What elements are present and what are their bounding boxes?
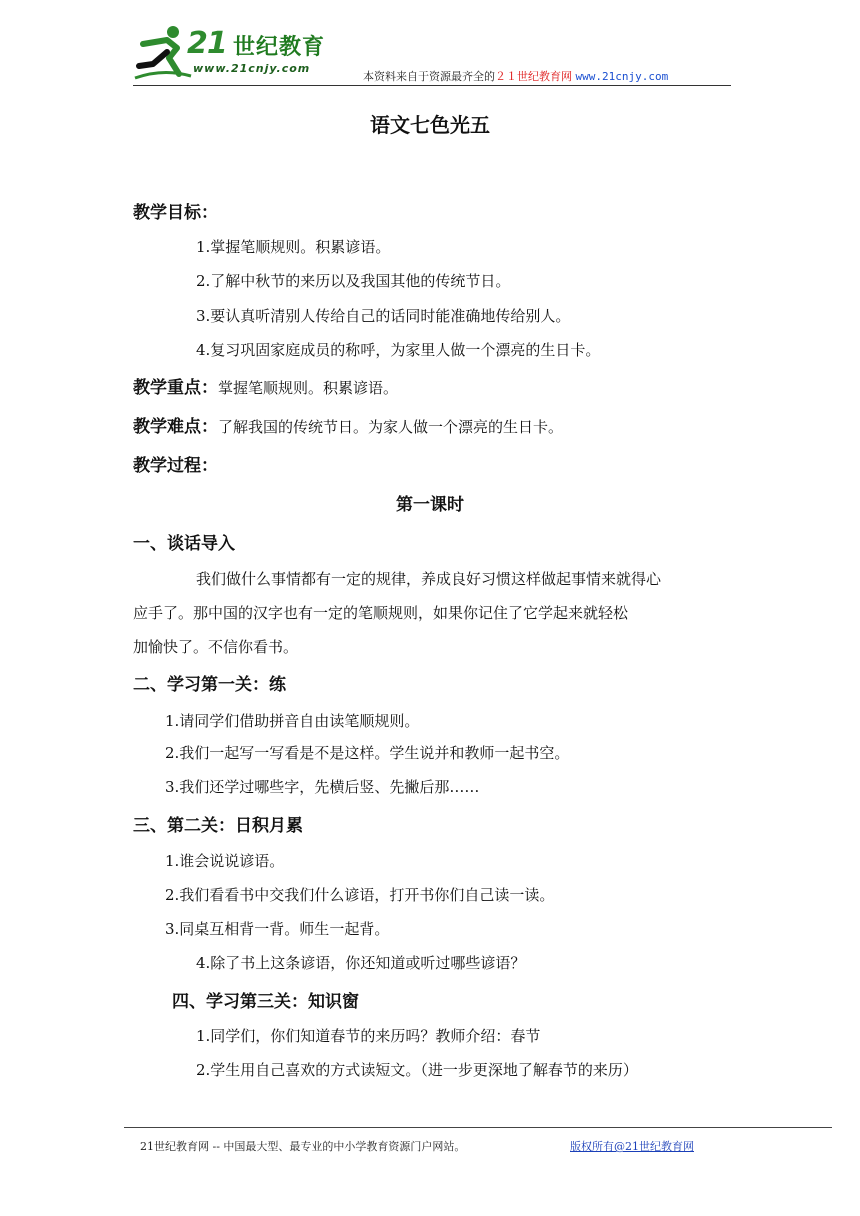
- logo-text: 世纪教育: [233, 35, 326, 60]
- lesson-title: 第一课时: [396, 495, 464, 515]
- section2-item: 1.请同学们借助拼音自由读笔顺规则。: [165, 712, 420, 730]
- key-point: [133, 373, 398, 398]
- section3-item: 2.我们看看书中交我们什么谚语，打开书你们自己读一读。: [165, 886, 555, 904]
- header-divider: [133, 85, 731, 86]
- section3-item: 4.除了书上这条谚语，你还知道或听过哪些谚语？: [196, 954, 526, 972]
- section2-heading: 二、学习第一关：练: [133, 675, 286, 695]
- difficulty-text: 了解我国的传统节日。为家人做一个漂亮的生日卡。: [218, 418, 564, 436]
- section4-item: 1.同学们，你们知道春节的来历吗？教师介绍：春节: [196, 1027, 541, 1045]
- header-url-link[interactable]: www.21cnjy.com: [575, 70, 669, 83]
- goal-item: 1.掌握笔顺规则。积累谚语。: [196, 238, 391, 256]
- section1-paragraph-line: 我们做什么事情都有一定的规律，养成良好习惯这样做起事情来就得心: [196, 570, 662, 588]
- site-logo[interactable]: [133, 18, 353, 84]
- logo-url: www.21cnjy.com: [193, 62, 311, 75]
- page-header: [133, 18, 731, 86]
- footer-divider: [124, 1127, 832, 1128]
- footer-site-description: 21世纪教育网 -- 中国最大型、最专业的中小学教育资源门户网站。: [140, 1140, 466, 1153]
- header-source-note: [363, 68, 668, 84]
- key-point-label: 教学重点：: [133, 378, 218, 398]
- difficulty-label: 教学难点：: [133, 417, 218, 437]
- section3-heading: 三、第二关：日积月累: [133, 816, 303, 836]
- footer-copyright-link[interactable]: 版权所有@21世纪教育网: [570, 1140, 694, 1153]
- key-point-text: 掌握笔顺规则。积累谚语。: [218, 379, 399, 397]
- section1-paragraph-line: 应手了。那中国的汉字也有一定的笔顺规则，如果你记住了它学起来就轻松: [133, 604, 629, 622]
- running-figure-icon: [133, 22, 193, 82]
- section1-heading: 一、谈话导入: [133, 534, 235, 554]
- goal-item: 2.了解中秋节的来历以及我国其他的传统节日。: [196, 272, 511, 290]
- goals-heading: 教学目标：: [133, 203, 218, 223]
- section2-item: 2.我们一起写一写看是不是这样。学生说并和教师一起书空。: [165, 744, 570, 762]
- page-title: 语文七色光五: [370, 113, 490, 137]
- section2-item: 3.我们还学过哪些字，先横后竖、先撇后那……: [165, 778, 480, 796]
- logo-number: 21: [187, 26, 227, 61]
- goal-item: 4.复习巩固家庭成员的称呼，为家里人做一个漂亮的生日卡。: [196, 341, 601, 359]
- section3-item: 1.谁会说说谚语。: [165, 852, 285, 870]
- section4-item: 2.学生用自己喜欢的方式读短文。（进一步更深地了解春节的来历）: [196, 1061, 638, 1079]
- header-note-prefix: 本资料来自于资源最齐全的: [363, 70, 495, 83]
- section1-paragraph-line: 加愉快了。不信你看书。: [133, 638, 299, 656]
- goal-item: 3.要认真听清别人传给自己的话同时能准确地传给别人。: [196, 307, 571, 325]
- process-heading: 教学过程：: [133, 456, 218, 476]
- header-site-link[interactable]: ２１世纪教育网: [495, 70, 572, 83]
- section3-item: 3.同桌互相背一背。师生一起背。: [165, 920, 390, 938]
- difficulty: [133, 412, 563, 437]
- section4-heading: 四、学习第三关：知识窗: [172, 992, 359, 1012]
